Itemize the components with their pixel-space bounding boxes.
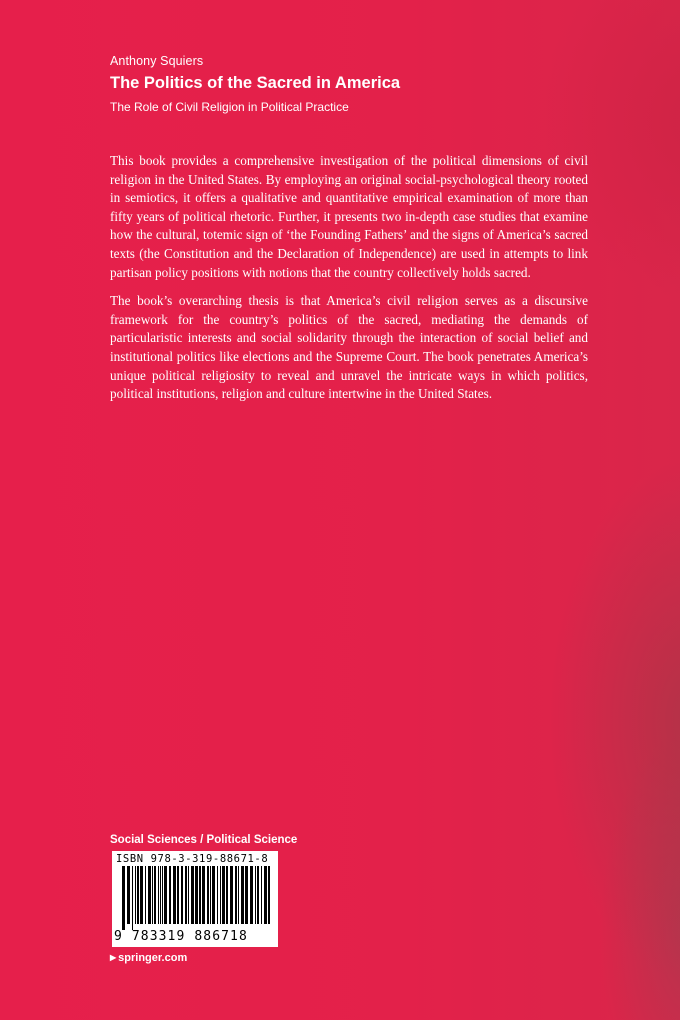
barcode-bar	[238, 866, 239, 924]
barcode-bar	[132, 866, 133, 930]
barcode-bar	[137, 866, 139, 924]
barcode-bar	[152, 866, 153, 924]
barcode-bar	[162, 866, 163, 924]
barcode-bar	[148, 866, 151, 924]
barcode-bar	[158, 866, 159, 924]
barcode-bar	[199, 866, 201, 924]
barcode-bar	[210, 866, 211, 924]
subject-category: Social Sciences / Political Science	[110, 834, 298, 846]
book-title: The Politics of the Sacred in America	[110, 74, 401, 92]
barcode-bar	[140, 866, 143, 924]
blurb	[110, 152, 588, 414]
barcode-bar	[195, 866, 198, 924]
barcode-bar	[241, 866, 244, 924]
barcode-bar	[169, 866, 171, 924]
barcode-bar	[177, 866, 179, 924]
barcode-bar	[212, 866, 215, 924]
barcode-bar	[207, 866, 209, 924]
blurb-paragraph: This book provides a comprehensive investigation of the political dimensions of civil religion in the United States. By employing an original social-psychological theory rooted in semiotics, it offers a qualitative and quantitative empirical examination of more than fifty years of political rhetoric. Further, it presents two in-depth case studies that examine how the cultural, totemic sign of ‘the Founding Fathers’ and the signs of America’s sacred texts (the Constitution and the Declaration of Independence) are used in attempts to link partisan policy positions with notions that the country collectively holds sacred.	[110, 153, 588, 280]
publisher-website	[110, 952, 187, 964]
barcode-bar	[160, 866, 161, 924]
barcode-bar	[220, 866, 221, 924]
barcode-bar	[235, 866, 237, 924]
barcode-number: 9 783319 886718	[114, 929, 248, 944]
barcode-bar	[145, 866, 146, 924]
barcode-bar	[261, 866, 262, 924]
isbn-label: ISBN 978-3-319-88671-8	[116, 853, 269, 865]
barcode-bar	[250, 866, 253, 924]
barcode-bar	[135, 866, 136, 924]
blurb-paragraph: The book’s overarching thesis is that America’s civil religion serves as a discursive framework for the country’s politics of the sacred, mediating the demands of particularistic interests and social solidarity through the interaction of social belief and institutional politics like elections and the Supreme Court. The book penetrates America’s unique political religiosity to reveal and unravel the intricate ways in which politics, political institutions, religion and culture intertwine in the United States.	[110, 293, 588, 402]
barcode-bar	[202, 866, 205, 924]
barcode-bar	[188, 866, 189, 924]
barcode-bar	[164, 866, 167, 924]
website-label: springer.com	[118, 952, 188, 964]
barcode-bar	[257, 866, 259, 924]
barcode-bar	[181, 866, 183, 924]
right-triangle-icon: ▶	[110, 953, 117, 962]
barcode-bar	[222, 866, 225, 924]
barcode-bar	[268, 866, 270, 924]
barcode-bar	[154, 866, 156, 924]
barcode-bar	[185, 866, 187, 924]
barcode-bar	[173, 866, 176, 924]
barcode-bar	[122, 866, 125, 930]
author-name: Anthony Squiers	[110, 54, 204, 68]
barcode-bar	[245, 866, 248, 924]
barcode-bar	[127, 866, 130, 924]
isbn-barcode	[112, 851, 278, 947]
barcode-bar	[217, 866, 218, 924]
barcode-bar	[230, 866, 233, 924]
barcode-bar	[255, 866, 256, 924]
barcode-icon	[122, 866, 272, 930]
barcode-bar	[226, 866, 228, 924]
barcode-bar	[264, 866, 267, 924]
barcode-bar	[191, 866, 194, 924]
book-subtitle: The Role of Civil Religion in Political Practice	[110, 100, 349, 114]
